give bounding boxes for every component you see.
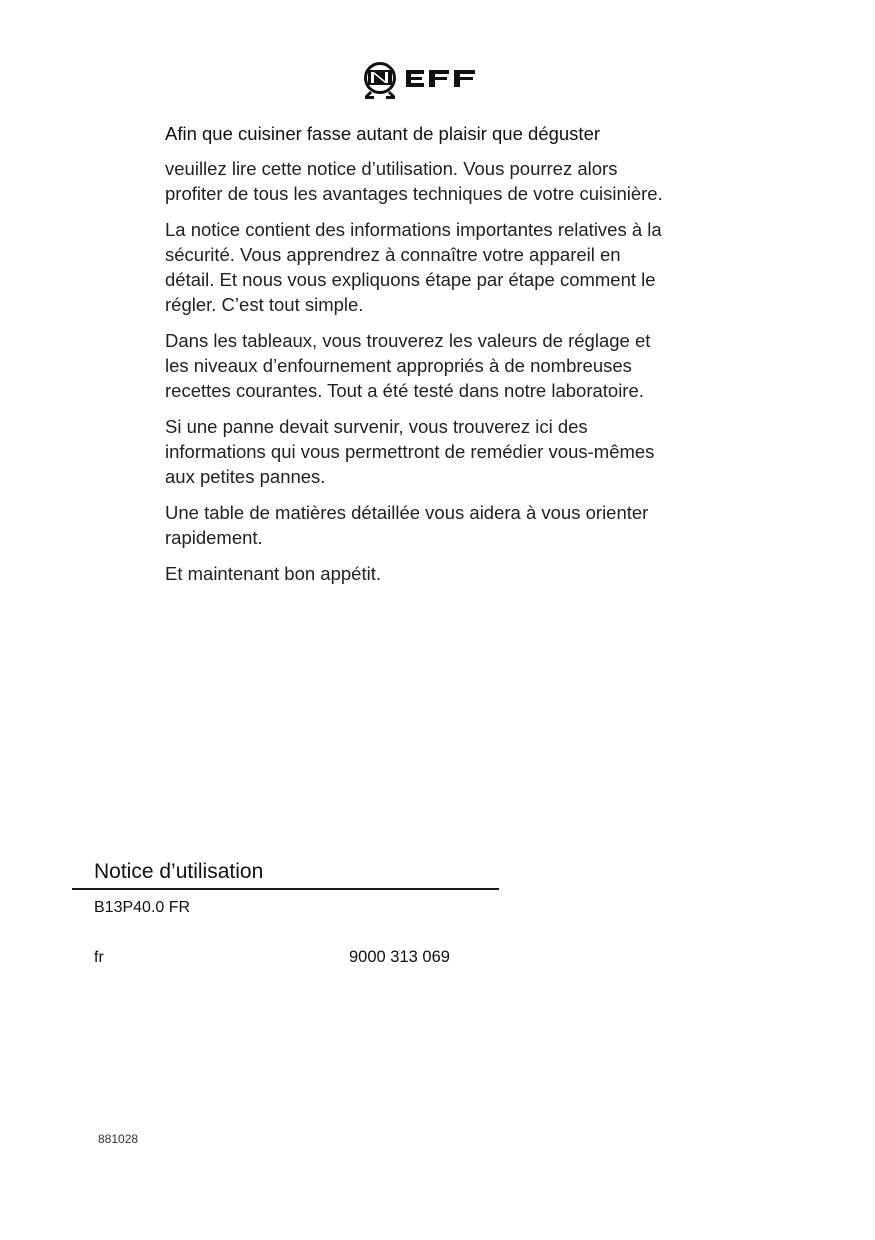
intro-paragraph: Et maintenant bon appétit. (165, 563, 381, 584)
intro-paragraph: Une table de matières détaillée vous aidera à vous orienter rapidement. (165, 502, 649, 548)
intro-paragraph: veuillez lire cette notice d’utilisation. Vous pourrez alors profiter de tous les avantages techniques de votre cuisinière. (165, 158, 663, 204)
document-number: 9000 313 069 (349, 948, 450, 966)
intro-paragraph: Si une panne devait survenir, vous trouverez ici des informations qui vous permettront de remédier vous-mêmes aux petites pannes. (165, 416, 655, 487)
title-divider (72, 888, 499, 890)
document-title: Notice d’utilisation (94, 860, 264, 883)
model-number: B13P40.0 FR (94, 899, 191, 916)
print-code: 881028 (98, 1132, 139, 1146)
language-code: fr (94, 949, 104, 966)
intro-paragraph: Dans les tableaux, vous trouverez les valeurs de réglage et les niveaux d’enfournement appropriés à de nombreuses recettes courantes. Tout a été testé dans notre laboratoire. (165, 330, 651, 401)
intro-headline: Afin que cuisiner fasse autant de plaisir que déguster (165, 123, 601, 144)
intro-paragraph: La notice contient des informations importantes relatives à la sécurité. Vous apprendrez à connaître votre appareil en détail. Et nous vous expliquons étape par étape comment le régler. C’est tout simple. (165, 219, 662, 315)
intro-section (165, 121, 725, 597)
neff-logo (360, 62, 490, 102)
